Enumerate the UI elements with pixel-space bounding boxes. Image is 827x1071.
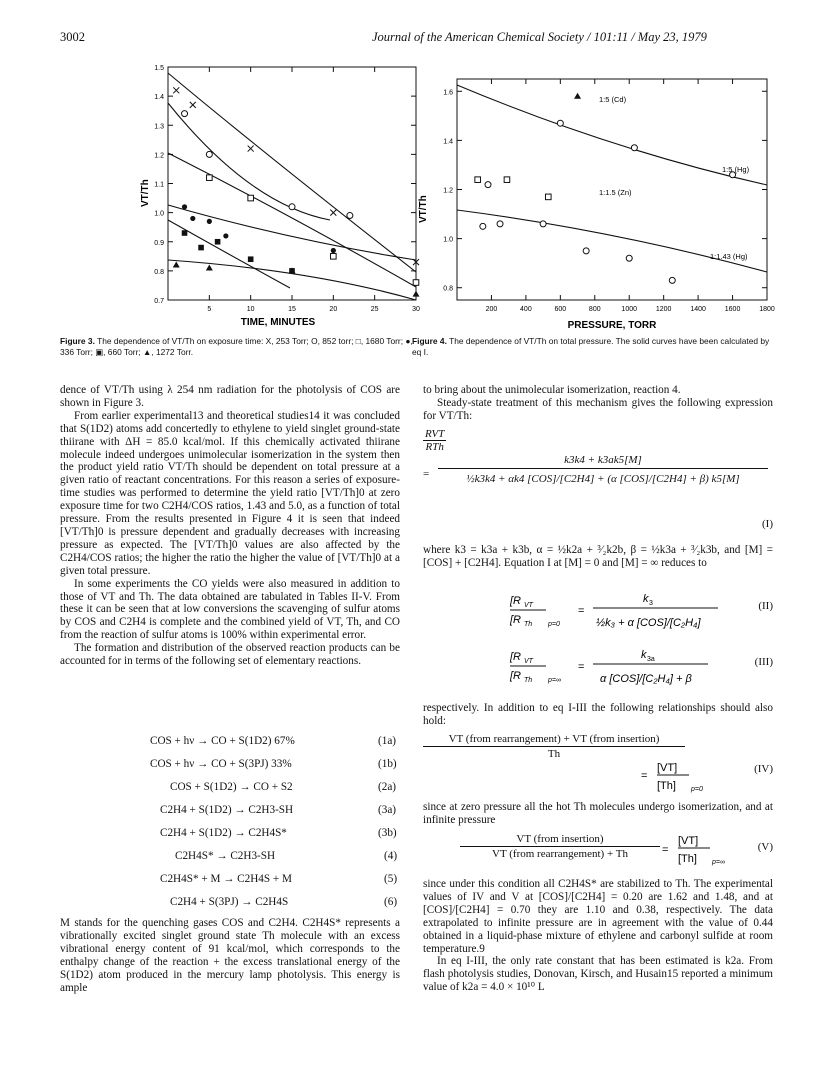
right-paragraph-3: where k3 = k3a + k3b, α = ½k2a + ³⁄₂k2b, β = ½k3a + ³⁄₂k3b, and [M] = [COS] + [C2H4]. Equation I at [M] = 0 and [M] = ∞ reduces to	[423, 544, 773, 569]
equation-5	[460, 829, 773, 869]
eq2-label: (II)	[758, 600, 773, 612]
fig3-x-tick-label: 25	[370, 306, 379, 313]
reaction-2a: COS + S(1D2) → CO + S2	[170, 781, 293, 793]
eq4-numerator: VT (from rearrangement) + VT (from insertion)	[423, 733, 685, 747]
fig3-x-tick-label: 10	[246, 306, 255, 313]
fig4-x-tick-label: 1800	[759, 306, 775, 313]
fig4-point-series-3	[626, 255, 632, 261]
fig3-point-series-3	[190, 216, 195, 221]
left-paragraph-4: The formation and distribution of the observed reaction products can be accounted for in terms of the following set of elementary reactions.	[60, 642, 400, 668]
fig4-point-series-3	[497, 221, 503, 227]
fig4-x-tick-label: 1600	[724, 306, 741, 313]
fig3-y-tick-label: 1.1	[154, 181, 164, 189]
fig4-x-tick-label: 200	[485, 306, 498, 313]
fig3-caption-text: The dependence of VT/Th on exposure time: X, 253 Torr; O, 852 torr; □, 1680 Torr; ●, 336 Torr; ▣, 660 Torr; ▲, 1272 Torr.	[60, 336, 413, 357]
left-paragraph-2: From earlier experimental13 and theoretical studies14 it was concluded that S(1D2) atoms add concertedly to ethylene to yield singlet ground-state thiirane with ΔH = 85.0 kcal/mol. If this chemically activated thiirane molecule indeed undergoes unimolecular isomerization in the system then the product yield ratio VT/Th should be dependent on total pressure at a given ratio of reactant concentrations. For this reason a series of exposure-time studies was performed to determine the yield ratio [VT/Th]0 at zero exposure time for two C2H4/COS ratios, 1.43 and 5.0, as a function of total pressure. From the results presented in Figure 4 it is seen that indeed [VT/Th]0 is pressure dependent and gradually decreases with increasing pressure as expected. The [VT/Th]0 values are also affected by the C2H4/COS ratios; the higher the ratio the higher the value of [VT/Th]0 at a given total pressure.	[60, 409, 400, 577]
fig3-point-series-0	[330, 210, 336, 216]
eq3-label: (III)	[754, 656, 773, 668]
figure-3-chart	[60, 55, 430, 330]
fig3-caption-label: Figure 3.	[60, 336, 95, 346]
fig3-curve-852	[168, 103, 330, 220]
right-column-top	[423, 384, 773, 423]
fig4-x-label: PRESSURE, TORR	[567, 320, 657, 331]
right-paragraph-2: Steady-state treatment of this mechanism gives the following expression for VT/Th:	[423, 396, 773, 422]
svg-text:[R: [R	[510, 670, 521, 682]
fig4-point-series-2	[545, 194, 551, 200]
eq1-numerator: k3k4 + k3ak5[M]	[438, 454, 768, 469]
fig3-x-label: TIME, MINUTES	[240, 317, 316, 328]
fig3-point-series-4	[182, 230, 188, 236]
svg-text:[VT]: [VT]	[657, 762, 678, 774]
reaction-6: C2H4 + S(3PJ) → C2H4S	[170, 896, 289, 908]
svg-text:α [COS]/[C₂H₄] + β: α [COS]/[C₂H₄] + β	[600, 673, 692, 685]
eq5-numerator: VT (from insertion)	[460, 833, 660, 847]
svg-text:3: 3	[649, 600, 653, 607]
fig3-point-series-2	[331, 254, 337, 260]
fig4-y-tick-label: 1.0	[443, 236, 453, 244]
right-paragraph-5: since at zero pressure all the hot Th molecules undergo isomerization, and at infinite pressure	[423, 801, 773, 826]
eq1-lhs	[423, 428, 446, 453]
figure-4-caption	[412, 336, 772, 357]
fig3-point-series-0	[190, 102, 196, 108]
fig3-point-series-3	[207, 219, 212, 224]
reaction-1b-number: (1b)	[378, 758, 397, 770]
fig3-x-tick-label: 15	[288, 306, 296, 313]
reaction-3b-number: (3b)	[378, 827, 397, 839]
svg-text:p=∞: p=∞	[712, 859, 725, 866]
fig3-y-label: VT/Th	[140, 179, 151, 207]
fig4-point-series-2	[504, 177, 510, 183]
reaction-1b: COS + hν → CO + S(3PJ) 33%	[150, 758, 292, 770]
fig4-point-series-1	[557, 120, 563, 126]
fig3-y-tick-label: 0.9	[154, 239, 164, 247]
svg-text:p=0: p=0	[548, 621, 560, 628]
svg-text:p=0: p=0	[691, 786, 703, 793]
left-paragraph-1: dence of VT/Th using λ 254 nm radiation for the photolysis of COS are shown in Figure 3.	[60, 384, 400, 409]
eq1-label: (I)	[762, 518, 773, 530]
fig3-point-series-4	[248, 256, 254, 262]
svg-text:[Th]: [Th]	[657, 780, 676, 792]
reaction-2a-number: (2a)	[378, 781, 397, 793]
svg-text:=: =	[578, 605, 585, 617]
svg-text:k: k	[643, 593, 649, 605]
eq4-denominator: Th	[547, 748, 561, 760]
fig4-y-tick-label: 1.4	[443, 138, 453, 146]
fig4-point-series-3	[480, 223, 486, 229]
svg-text:k: k	[641, 649, 647, 661]
fig3-point-series-5	[173, 262, 180, 268]
right-paragraph-6: since under this condition all C2H4S* are stabilized to Th. The experimental values of IV and V at [COS]/[C2H4] = 0.20 are 1.62 and 1.48, and at [COS]/[C2H4] = 0.70 they are 1.10 and 0.38, respectively. The data extrapolated to infinite pressure are in agreement with the value of 0.44 obtained in a liquid-phase mixture of ethylene and carbonyl sulfide at room temperature.9	[423, 878, 773, 955]
fig4-y-tick-label: 1.2	[443, 187, 453, 195]
fig3-x-tick-label: 20	[329, 306, 338, 313]
fig3-x-tick-label: 5	[207, 306, 212, 313]
reaction-5-number: (5)	[384, 873, 398, 885]
svg-text:=: =	[578, 661, 585, 673]
eq4-label: (IV)	[754, 763, 773, 775]
page-number: 3002	[60, 30, 85, 44]
fig3-y-tick-label: 1.2	[154, 152, 164, 160]
reaction-6-number: (6)	[384, 896, 398, 908]
reaction-1a-number: (1a)	[378, 735, 397, 747]
eq1-denominator: ½k3k4 + αk4 [COS]/[C2H4] + (α [COS]/[C2H4] + β) k5[M]	[466, 473, 740, 485]
reaction-3a-number: (3a)	[378, 804, 397, 816]
reaction-4-number: (4)	[384, 850, 398, 862]
fig3-y-tick-label: 1.0	[154, 210, 164, 218]
reaction-1a: COS + hν → CO + S(1D2) 67%	[150, 735, 295, 747]
fig4-label-zn: 1:1.5 (Zn)	[599, 188, 632, 197]
figure-4-chart	[412, 55, 775, 331]
figure-3-caption	[60, 336, 422, 357]
svg-text:3a: 3a	[647, 656, 655, 663]
svg-text:=: =	[662, 844, 669, 856]
right-paragraph-4: respectively. In addition to eq I-III the following relationships should also hold:	[423, 702, 773, 727]
fig4-point-series-0	[574, 93, 581, 99]
fig3-y-tick-label: 1.3	[154, 123, 164, 131]
left-paragraph-3: In some experiments the CO yields were also measured in addition to those of VT and Th. The data obtained are tabulated in Tables II-V. From these it can be seen that at low conversions the scavenging of sulfur atoms by COS and C2H4 is complete and the combined yield of VT, Th, and CO from the reaction of sulfur atoms is 100% within experimental error.	[60, 577, 400, 642]
fig3-curve-336	[168, 205, 416, 260]
eq1-lhs-den: RTh	[425, 441, 444, 453]
fig3-point-series-1	[289, 204, 295, 210]
fig4-x-tick-label: 800	[588, 306, 601, 313]
left-column-top	[60, 384, 400, 668]
fig3-point-series-3	[331, 248, 336, 253]
fig3-point-series-2	[207, 175, 213, 181]
fig3-point-series-3	[223, 233, 228, 238]
fig4-curve-hg143	[457, 210, 767, 272]
fig4-x-tick-label: 600	[554, 306, 567, 313]
svg-text:[R: [R	[510, 614, 521, 626]
fig4-caption-text: The dependence of VT/Th on total pressure. The solid curves have been calculated by eq I.	[412, 336, 770, 357]
svg-text:Th: Th	[524, 677, 533, 684]
fig3-point-series-5	[206, 264, 213, 270]
fig3-point-series-4	[198, 245, 204, 251]
fig3-y-tick-label: 1.4	[154, 94, 164, 102]
fig4-point-series-2	[475, 177, 481, 183]
journal-header: Journal of the American Chemical Society / 101:11 / May 23, 1979	[372, 30, 707, 44]
svg-text:=: =	[641, 770, 648, 782]
right-column-mid2	[423, 702, 773, 728]
svg-text:p=∞: p=∞	[548, 677, 561, 684]
fig3-y-tick-label: 0.7	[154, 298, 164, 305]
fig4-point-series-3	[583, 248, 589, 254]
fig4-x-tick-label: 1000	[621, 306, 638, 313]
eq5-label: (V)	[757, 841, 773, 853]
right-paragraph-7: In eq I-III, the only rate constant that has been estimated is k2a. From flash photolysis studies, Donovan, Kirsch, and Husain15 reported a minimum value of k2a = 4.0 × 10¹⁰ L	[423, 955, 773, 994]
fig3-y-tick-label: 1.5	[154, 65, 164, 72]
fig4-y-label: VT/Th	[418, 195, 429, 223]
svg-text:[R: [R	[510, 595, 521, 607]
fig4-point-series-1	[485, 182, 491, 188]
left-paragraph-5: M stands for the quenching gases COS and C2H4. C2H4S* represents a vibrationally excited singlet ground state Th molecule with an excess vibrational energy content of 91 kcal/mol, which corresponds to the enthalpy change of the reaction + the excess translational energy of the S(1D2) atom produced in the mercury lamp photolysis. This energy is ample	[60, 917, 400, 994]
fig4-y-tick-label: 0.8	[443, 285, 453, 293]
fig4-label-hg143: 1:1.43 (Hg)	[710, 252, 748, 261]
fig4-x-tick-label: 1200	[655, 306, 672, 313]
fig4-y-tick-label: 1.6	[443, 89, 453, 97]
fig4-caption-label: Figure 4.	[412, 336, 447, 346]
fig4-point-series-3	[540, 221, 546, 227]
right-column-bottom	[423, 878, 773, 994]
right-column-mid	[423, 544, 773, 570]
fig3-point-series-1	[206, 151, 212, 157]
left-column-bottom	[60, 917, 400, 994]
equation-1: $\frac{\text{RVT}}{\text{RTh}}$ = k3k4 + k3ak5[M] ½k3k4 + αk4 [COS]/[C2H4] + (α [COS]/[C2H4] + β) k5[M] (I)	[423, 428, 773, 530]
reaction-5: C2H4S* + M → C2H4S + M	[160, 873, 292, 885]
fig3-x-tick-label: 30	[412, 306, 420, 313]
fig3-point-series-2	[248, 195, 254, 201]
svg-text:[R: [R	[510, 651, 521, 663]
eq5-denominator: VT (from rearrangement) + Th	[492, 848, 628, 860]
svg-text:½k₃ + α [COS]/[C₂H₄]: ½k₃ + α [COS]/[C₂H₄]	[596, 617, 701, 629]
fig4-x-tick-label: 1400	[690, 306, 706, 313]
equation-3	[508, 644, 773, 694]
fig4-label-hg5: 1:5 (Hg)	[722, 165, 750, 174]
reaction-3a: C2H4 + S(1D2) → C2H3-SH	[160, 804, 294, 816]
fig4-x-tick-label: 400	[520, 306, 532, 313]
svg-text:[Th]: [Th]	[678, 853, 697, 865]
reaction-3b: C2H4 + S(1D2) → C2H4S*	[160, 827, 287, 839]
equation-4	[423, 733, 773, 799]
svg-text:Th: Th	[524, 621, 533, 628]
fig3-point-series-1	[182, 111, 188, 117]
fig3-point-series-0	[248, 146, 254, 152]
svg-text:VT: VT	[524, 658, 533, 665]
fig4-point-series-3	[669, 277, 675, 283]
svg-text:VT: VT	[524, 602, 533, 609]
right-column-mid3	[423, 801, 773, 827]
fig4-label-cd: 1:5 (Cd)	[599, 95, 627, 104]
fig4-point-series-1	[631, 145, 637, 151]
equation-2	[508, 588, 773, 638]
svg-text:[VT]: [VT]	[678, 835, 699, 847]
fig3-point-series-3	[182, 204, 187, 209]
fig3-curve-660	[168, 220, 290, 288]
fig3-point-series-0	[173, 87, 179, 93]
eq1-lhs-num: RVT	[425, 428, 445, 440]
fig3-point-series-1	[347, 213, 353, 219]
reaction-4: C2H4S* → C2H3-SH	[175, 850, 276, 862]
fig3-point-series-4	[215, 239, 221, 245]
fig3-y-tick-label: 0.8	[154, 268, 164, 276]
right-paragraph-1: to bring about the unimolecular isomerization, reaction 4.	[423, 384, 681, 396]
fig3-curve-1680	[168, 153, 416, 287]
